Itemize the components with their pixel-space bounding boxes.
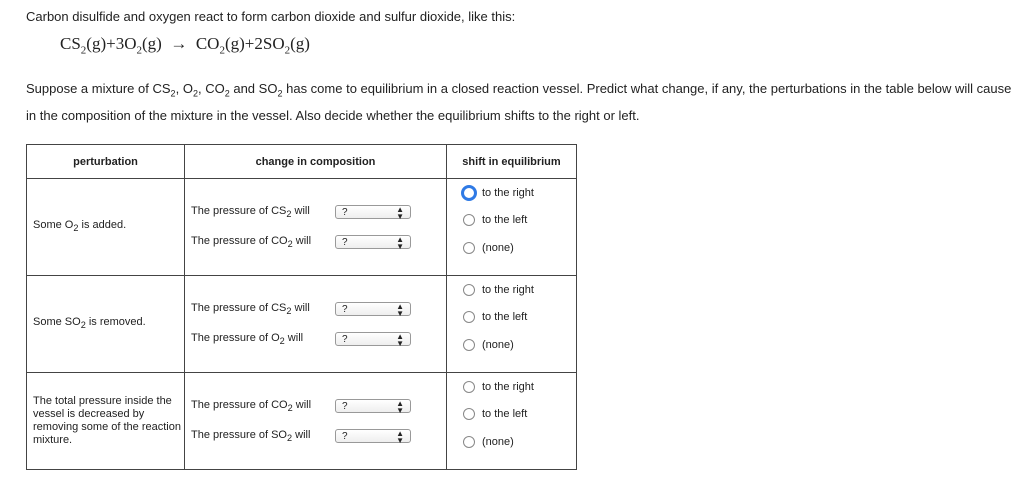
shift-options <box>447 373 577 470</box>
perturbation-table <box>26 144 577 470</box>
header-perturbation: perturbation <box>27 145 185 179</box>
radio-option-none[interactable]: (none) <box>463 234 576 262</box>
change-cell <box>185 373 447 470</box>
select-arrows-icon: ▲ ▼ <box>396 235 404 251</box>
instructions-paragraph: Suppose a mixture of $CS_2$, $O_2$, $CO_2$ and $SO_2$ has come to equilibrium in a closed reaction vessel. Predict what change, if any, the perturbations in the table below will cause in the composition of the mixture in the vessel. Also decide whether the equilibrium shifts to the right or left. <box>26 81 1012 123</box>
select-arrows-icon: ▲ ▼ <box>396 332 404 348</box>
pressure-change-select[interactable]: ? ▲ ▼ <box>335 332 411 346</box>
pressure-change-select[interactable]: ? ▲ ▼ <box>335 399 411 413</box>
table-row <box>27 179 577 276</box>
change-cell <box>185 179 447 276</box>
radio-button-icon[interactable] <box>463 339 475 351</box>
pressure-line: The pressure of $CO_2$ will ? ▲ ▼ <box>185 391 446 421</box>
pressure-change-select[interactable]: ? ▲ ▼ <box>335 205 411 219</box>
pressure-line: The pressure of $O_2$ will ? ▲ ▼ <box>185 324 446 354</box>
radio-option-right[interactable]: to the right <box>463 276 576 304</box>
reaction-equation: $CS_2(g)+3O_2(g) \to CO_2(g)+2SO_2(g)$ <box>60 34 310 57</box>
select-arrows-icon: ▲ ▼ <box>396 205 404 221</box>
perturbation-cell: The total pressure inside the vessel is decreased by removing some of the reaction mixture. <box>27 373 185 470</box>
radio-option-left[interactable]: to the left <box>463 401 576 429</box>
pressure-line: The pressure of $CS_2$ will ? ▲ ▼ <box>185 197 446 227</box>
select-arrows-icon: ▲ ▼ <box>396 399 404 415</box>
radio-option-right[interactable]: to the right <box>463 373 576 401</box>
perturbation-cell: Some $O_2$ is added. <box>27 179 185 276</box>
radio-button-icon[interactable] <box>463 284 475 296</box>
radio-option-none[interactable]: (none) <box>463 428 576 456</box>
select-arrows-icon: ▲ ▼ <box>396 429 404 445</box>
radio-button-icon[interactable] <box>461 185 477 201</box>
intro-text: Carbon disulfide and oxygen react to form carbon dioxide and sulfur dioxide, like this: <box>26 9 516 24</box>
pressure-line: The pressure of $SO_2$ will ? ▲ ▼ <box>185 421 446 451</box>
radio-button-icon[interactable] <box>463 311 475 323</box>
radio-option-none[interactable]: (none) <box>463 331 576 359</box>
radio-button-icon[interactable] <box>463 242 475 254</box>
radio-button-icon[interactable] <box>463 381 475 393</box>
pressure-change-select[interactable]: ? ▲ ▼ <box>335 429 411 443</box>
change-cell <box>185 276 447 373</box>
radio-option-left[interactable]: to the left <box>463 207 576 235</box>
select-arrows-icon: ▲ ▼ <box>396 302 404 318</box>
shift-options <box>447 179 577 276</box>
pressure-change-select[interactable]: ? ▲ ▼ <box>335 235 411 249</box>
radio-button-icon[interactable] <box>463 408 475 420</box>
radio-button-icon[interactable] <box>463 436 475 448</box>
table-row <box>27 373 577 470</box>
pressure-line: The pressure of $CS_2$ will ? ▲ ▼ <box>185 294 446 324</box>
radio-button-icon[interactable] <box>463 214 475 226</box>
pressure-line: The pressure of $CO_2$ will ? ▲ ▼ <box>185 227 446 257</box>
radio-option-left[interactable]: to the left <box>463 304 576 332</box>
header-change-in-composition: change in composition <box>185 145 447 179</box>
header-shift-in-equilibrium: shift in equilibrium <box>447 145 577 179</box>
table-row <box>27 276 577 373</box>
pressure-change-select[interactable]: ? ▲ ▼ <box>335 302 411 316</box>
perturbation-cell: Some $SO_2$ is removed. <box>27 276 185 373</box>
radio-option-right[interactable]: to the right <box>463 179 576 207</box>
shift-options <box>447 276 577 373</box>
